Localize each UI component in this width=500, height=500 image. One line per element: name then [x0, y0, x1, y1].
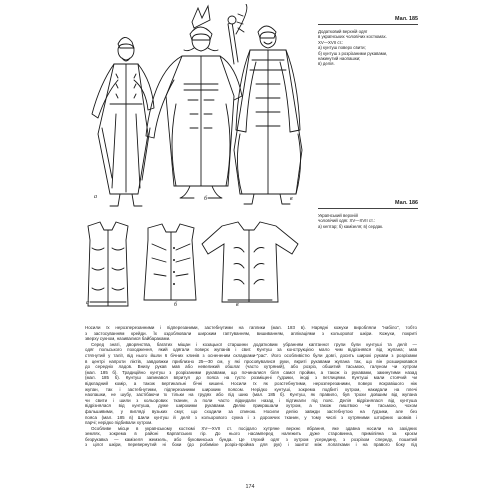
body-line: стягнутий у талії, від нього йшли 6 бічних клинів з оснененим складками-"рас". Його особливістю були довгі, досить широкі рукави з розрізами: [85, 352, 417, 358]
figure-186-label-b: б: [174, 302, 178, 308]
body-line: до середніх ладов. Внизу рукав мав або невеликий обшлаг (часто хутряний), або розріз, обшитий тасьмою, галуном чи хутром: [85, 364, 417, 370]
garment-b-kamizelia: [144, 224, 196, 300]
body-line: відрізнялася від кунтуша, дуже широкими рукавами. Делію прикрашали хутром, а також лиштвою чи тасьмою, чохом: [85, 403, 417, 409]
body-line: чи свити і шили з кольорових тканин, а поли часто відкидали назад і підтикали під пояс. Делія відрізнялася від кунтуша: [85, 397, 417, 403]
figure-185-label-c: в: [290, 196, 293, 202]
caption-line: в українських чоловічих костюмах.: [318, 34, 387, 40]
body-line: Серед знаті, дворянства, багатих міщан і козацької старшини додатковим убранням каптанної групи були кунтуші та делії —: [91, 341, 417, 347]
body-line: відкладний комір, а також вертикальні бічні кишені. Носили їх як розстебнутими, нерозперезаними, поверх яскравішого ніж: [85, 380, 417, 386]
body-line: зверху сукном, називалися байбараками.: [85, 336, 171, 342]
figure-186-caption: [318, 200, 418, 240]
caption-line: б) кунтуш з розрізаними рукавами,: [318, 50, 388, 56]
body-line: жупан, так і застебнутими, підперезаними широким поясом. Нерідко кунтуші, зокрема подбиті хутром, накидали на плечі: [85, 386, 417, 392]
caption-line: чоловічий одяг. XV—XVII ст.:: [318, 218, 375, 224]
body-line: (мал. 185 б). Кунтуш запинався впритул до пояса на густо розміщені ґудзики, іноді з петлицями. Кунтуші мали стоячий чи: [85, 375, 417, 381]
figure-186-illustration: [82, 218, 300, 314]
caption-divider: [318, 208, 418, 209]
garment-c-serdak: [202, 222, 298, 302]
figure-185-illustration: [80, 4, 310, 212]
body-line: в центрі напроти ліктів, завдовжки приблизно 25—30 см, у які просовувалися руки, вкриті рукавами жупана так, що він розширювався: [85, 358, 417, 364]
figure-185-label-b: б: [204, 196, 208, 202]
body-line: (мал. 185 б). Традиційно кунтуш з розрізаними рукавами, що починалися біля самої пройми, а також із рукавами, закинутими назад: [85, 369, 417, 375]
caption-line: в) делія.: [318, 61, 335, 67]
garments-drawing: [82, 218, 300, 314]
caption-line: а) кептар; б) камізеля; в) сердак.: [318, 223, 384, 229]
caption-line: XV—XVII ст.:: [318, 39, 344, 45]
costume-figures-drawing: [80, 4, 310, 212]
body-line: парчі; нерідко підбивали хутром.: [85, 420, 153, 426]
caption-divider: [318, 24, 418, 25]
body-line: фальшивими, у вигляді вузьких смуг, що сходили за спиною. Носили делію завжди застебнутою на ґудзики, але без: [85, 408, 417, 414]
body-line: з застосуванням крейди. Їх оздоблювали широким гаптуванням, вишиванням, аплікаціями з кольорової шкіри. Кожухи, покриті: [85, 330, 417, 336]
caption-line: а) кунтуш поверх свити;: [318, 45, 366, 51]
figure-185-caption: [318, 16, 418, 96]
body-line: з цілої шкіри, перевернутий ні боки (до робиміхе розріз-пройма для рук) і зшитої між лопатками і на правого боку під: [85, 442, 417, 448]
figure-186-caption-text: [318, 213, 383, 229]
body-line: пояса (мал. 185 в) Шили кунтуш й делії з кольорового сукна і з дорожчих тканин, у тому числі з хутряними штофних шовків і: [85, 414, 417, 420]
figure-185-caption-text: [318, 29, 387, 67]
figure-b-kuntush-open-sleeves: [146, 4, 247, 198]
figure-186-label-c: в: [236, 302, 239, 308]
figure-a-kuntush: [92, 37, 154, 206]
figure-185-number: Мал. 185: [395, 16, 418, 22]
body-line: Особливе місце в українському костюмі XV—XVII ст. посідало хутряне верхнє вбрання, яке здавна носили на західних: [91, 425, 417, 431]
body-line: одяг польського походження, який одягали поверх жупанів і свит. Кунтуш за конструкцією мало чим відрізнявся від жупана; мав: [85, 347, 417, 353]
figure-185-label-a: а: [94, 194, 97, 200]
body-line: Носили їх нерозперезанними і підперезаними, застебнутими на гаплики (мал. 183 в). Нарядні кожухи виробляли "набіло", тобто: [85, 325, 417, 330]
caption-line: накинутий наопашки;: [318, 56, 361, 62]
figure-186-label-a: а: [86, 300, 89, 306]
page-number: 174: [245, 484, 255, 490]
body-line: безрукавка — камізеля жемзель, або буковинська бунда. Це глухий одяг з хутром усередину, з розрізом спереду, пошитий: [85, 436, 417, 442]
body-line: землях, зокрема в районі Карпатських гір. До нього насамперед належить дуже старовинна, приміліяна за кроєм: [85, 431, 417, 437]
figure-186-number: Мал. 186: [395, 200, 418, 206]
garment-a-keptar: [88, 222, 128, 306]
caption-line: Український верхній: [318, 213, 358, 218]
caption-line: Додатковий верхній одяг: [318, 29, 368, 34]
body-line: наопашки, не шубу, застібаючи їх тільки на грудях або під шию (мал. 185 б). Кунтуш, як правило, був трохи довшим від жупана: [85, 392, 417, 398]
figure-c-deliya: [234, 26, 302, 204]
body-text: [85, 325, 417, 448]
